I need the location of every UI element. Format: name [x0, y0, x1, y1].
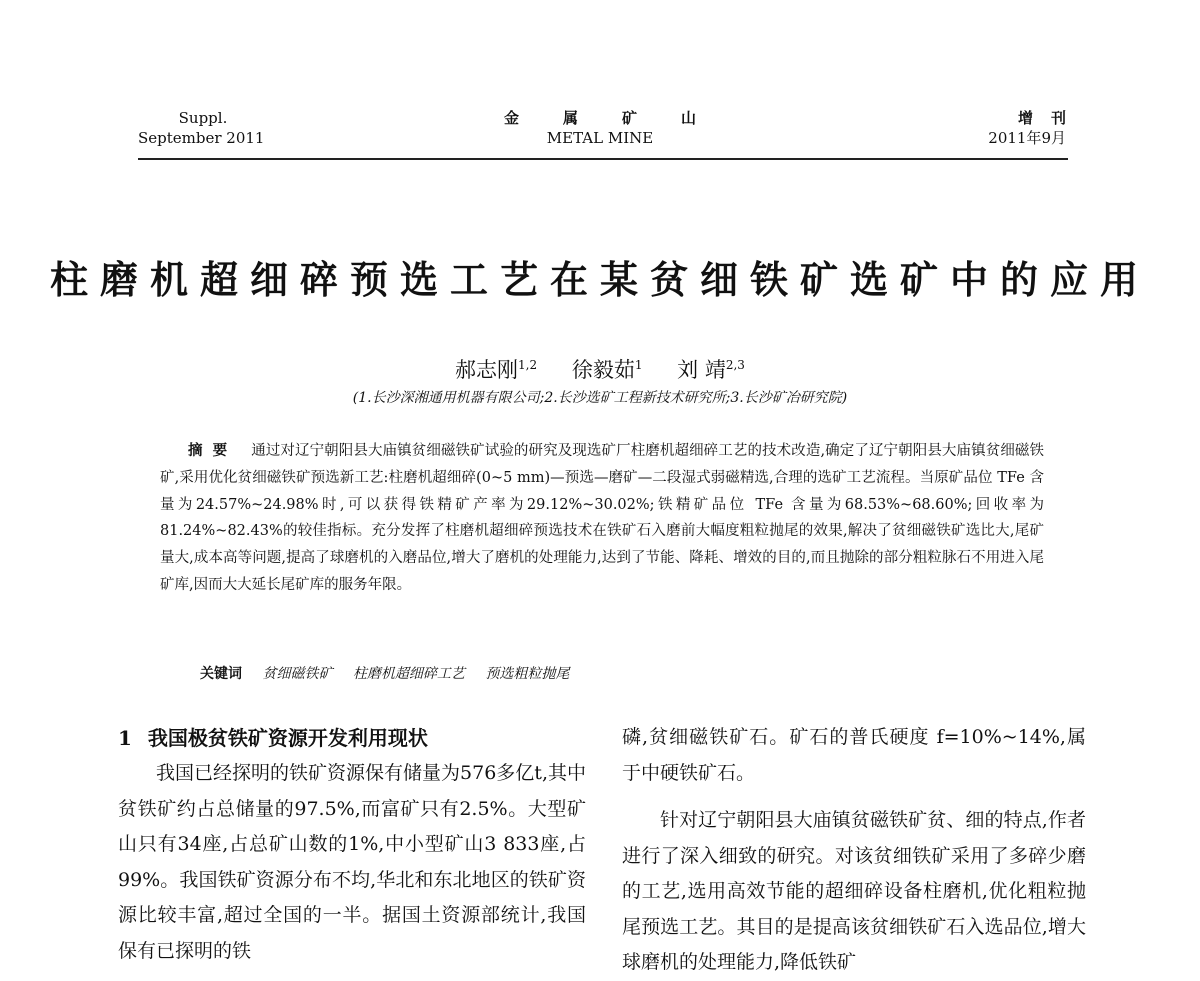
section-title: 我国极贫铁矿资源开发利用现状	[147, 726, 428, 750]
author: 刘 靖$^{2,3}$	[677, 358, 745, 382]
running-header-right	[988, 108, 1084, 148]
keyword: 预选粗粒抛尾	[485, 666, 570, 682]
header-rule	[138, 158, 1068, 160]
keyword: 柱磨机超细碎工艺	[352, 666, 465, 682]
abstract-label: 摘要	[188, 442, 238, 459]
author: 徐毅茹$^1$	[571, 358, 643, 382]
abstract	[160, 438, 1044, 599]
author-list	[0, 350, 1200, 385]
abstract-text: 通过对辽宁朝阳县大庙镇贫细磁铁矿试验的研究及现选矿厂柱磨机超细碎工艺的技术改造,确定了辽宁朝阳县大庙镇贫细磁铁矿,采用优化贫细磁铁矿预选新工艺:柱磨机超细碎(0~5 mm)—预选—磨矿—二段湿式弱磁精选,合理的选矿工艺流程。当原矿品位 TFe 含量为24.57%~24.98%时,可以获得铁精矿产率为29.12%~30.02%;铁精矿品位 TFe 含量为68.53%~68.60%;回收率为81.24%~82.43%的较佳指标。充分发挥了柱磨机超细碎预选技术在铁矿石入磨前大幅度粗粒抛尾的效果,解决了贫细磁铁矿选比大,尾矿量大,成本高等问题,提高了球磨机的入磨品位,增大了磨机的处理能力,达到了节能、降耗、增效的目的,而且抛除的部分粗粒脉石不用进入尾矿库,因而大大延长尾矿库的服务年限。	[160, 443, 1045, 593]
section-number: 1	[118, 726, 132, 750]
running-header-center	[480, 108, 740, 148]
supplement-label: Suppl.	[178, 109, 228, 127]
issue-date-en: September 2011	[138, 129, 265, 147]
body-paragraph: 针对辽宁朝阳县大庙镇贫磁铁矿贫、细的特点,作者进行了深入细致的研究。对该贫细铁矿采用了多碎少磨的工艺,选用高效节能的超细碎设备柱磨机,优化粗粒抛尾预选工艺。其目的是提高该贫细铁矿石入选品位,增大球磨机的处理能力,降低铁矿	[622, 809, 1086, 973]
journal-name-cn: 金属矿山	[503, 109, 740, 127]
keyword: 贫细磁铁矿	[262, 666, 333, 682]
section-heading	[118, 720, 586, 756]
body-column-left	[118, 720, 586, 969]
body-paragraph: 我国已经探明的铁矿资源保有储量为576多亿t,其中贫铁矿约占总储量的97.5%,而富矿只有2.5%。大型矿山只有34座,占总矿山数的1%,中小型矿山3 833座,占99%。我国铁矿资源分布不均,华北和东北地区的铁矿资源比较丰富,超过全国的一半。据国土资源部统计,我国保有已探明的铁	[118, 762, 586, 962]
supplement-label-cn: 增刊	[1017, 109, 1084, 127]
body-paragraph: 磷,贫细磁铁矿石。矿石的普氏硬度 f=10%~14%,属于中硬铁矿石。	[622, 726, 1086, 784]
journal-name-en: METAL MINE	[546, 129, 654, 147]
running-header-left	[138, 108, 268, 148]
keywords	[200, 662, 585, 686]
body-column-right	[622, 720, 1086, 981]
keywords-label: 关键词	[200, 666, 242, 682]
author: 郝志刚$^{1,2}$	[455, 358, 538, 382]
issue-date-cn: 2011年9月	[988, 129, 1066, 147]
paper-title: 柱磨机超细碎预选工艺在某贫细铁矿选矿中的应用	[49, 257, 1150, 302]
affiliations: (1.长沙深湘通用机器有限公司;2.长沙选矿工程新技术研究所;3.长沙矿冶研究院)	[352, 390, 848, 406]
